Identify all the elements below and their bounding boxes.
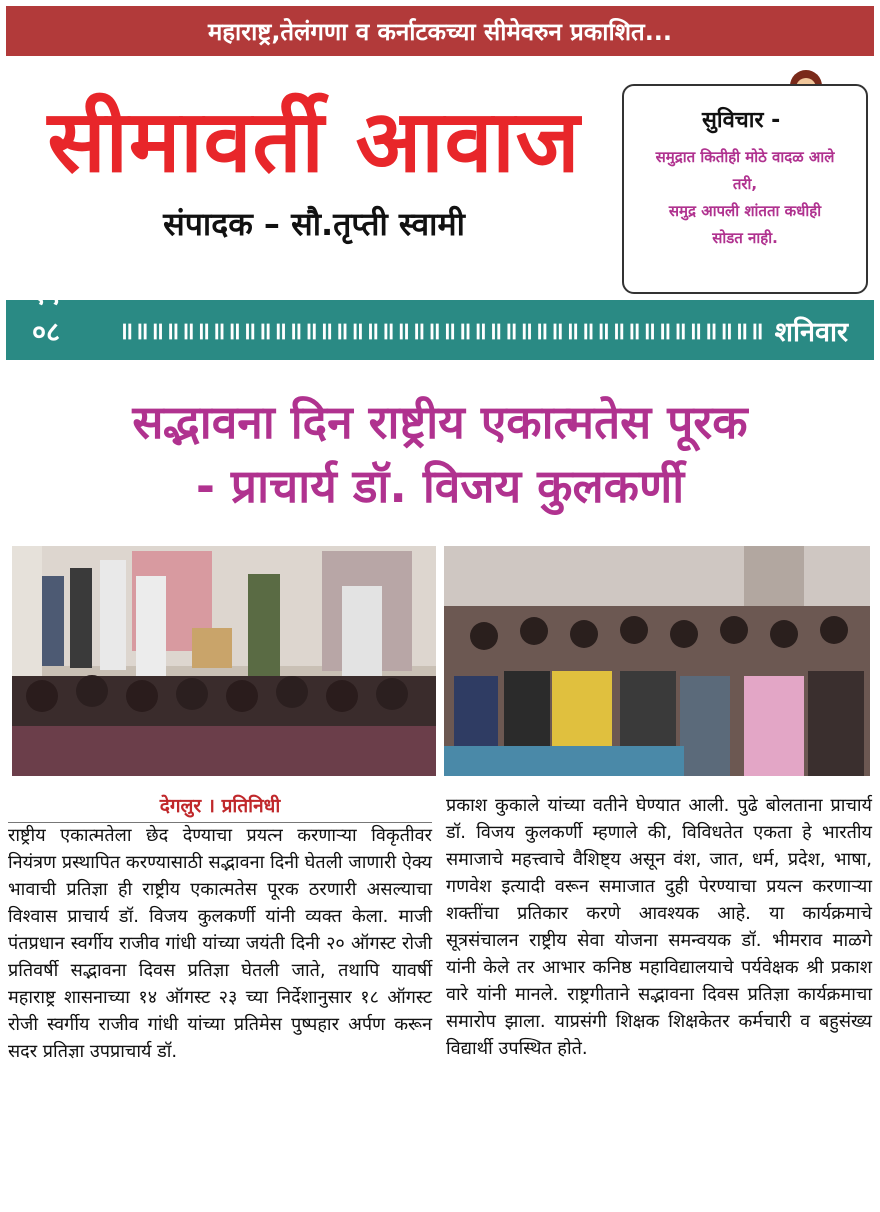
top-banner — [6, 6, 874, 56]
thought-line: सोडत नाही. — [712, 229, 778, 247]
masthead — [24, 92, 604, 245]
headline-line: - प्राचार्य डॉ. विजय कुलकर्णी — [195, 459, 685, 513]
thought-of-the-day-box — [622, 84, 868, 294]
headline — [10, 390, 870, 518]
newspaper-title: सीमावर्ती आवाज — [47, 92, 581, 192]
thought-line: समुद्रात कितीही मोठे वादळ आले — [655, 148, 835, 166]
thought-title: सुविचार - — [702, 108, 781, 133]
thought-line: तरी, — [732, 175, 758, 193]
issue-date: १९ - ०८ -२०२३ — [32, 279, 100, 385]
date-bar — [6, 279, 874, 385]
headline-line: सद्भावना दिन राष्ट्रीय एकात्मतेस पूरक — [132, 395, 748, 449]
article-column-left: राष्ट्रीय एकात्मतेला छेद देण्याचा प्रयत्न करणाऱ्या विकृतीवर नियंत्रण प्रस्थापित करण्यासाठी सद्भावना दिनी घेतली जाणारी ऐक्य भावाची प्रतिज्ञा ही राष्ट्रीय एकात्मतेस पूरक ठरणारी असल्याचा विश्वास प्राचार्य डॉ. विजय कुलकर्णी यांनी व्यक्त केला. माजी पंतप्रधान स्वर्गीय राजीव गांधी यांच्या जयंती दिनी २० ऑगस्ट रोजी प्रतिवर्षी सद्भावना दिवस प्रतिज्ञा घेतली जाते, तथापि यावर्षी महाराष्ट्र शासनाच्या १४ ऑगस्ट २३ च्या निर्देशानुसार १८ ऑगस्ट रोजी स्वर्गीय राजीव गांधी यांच्या प्रतिमेस पुष्पहार अर्पण करून सदर प्रतिज्ञा उपप्राचार्य डॉ. — [8, 825, 432, 1062]
date-bar-pattern: ॥॥॥॥॥॥॥॥॥॥॥॥॥॥॥॥॥॥॥॥॥॥॥॥॥॥॥॥॥॥॥॥॥॥॥॥॥॥॥॥॥॥ — [118, 316, 765, 345]
thought-line: समुद्र आपली शांतता कधीही — [668, 202, 822, 220]
top-banner-text: महाराष्ट्र,तेलंगणा व कर्नाटकच्या सीमेवरुन प्रकाशित... — [207, 17, 673, 46]
editor-line: संपादक – सौ.तृप्ती स्वामी — [163, 205, 465, 243]
byline: देगलुर । प्रतिनिधी — [8, 792, 432, 823]
thought-text — [634, 144, 856, 252]
issue-day: शनिवार — [774, 316, 848, 348]
event-photo-teachers — [12, 546, 436, 776]
event-photo-students — [444, 546, 870, 776]
article-column-right: प्रकाश कुकाले यांच्या वतीने घेण्यात आली. पुढे बोलताना प्राचार्य डॉ. विजय कुलकर्णी म्हणाले की, विविधतेत एकता हे भारतीय समाजाचे महत्त्वाचे वैशिष्ट्य असून वंश, जात, धर्म, प्रदेश, भाषा, गणवेश इत्यादी वरून समाजात दुही पेरण्याचा प्रयत्न करणाऱ्या शक्तींचा प्रतिकार करणे आवश्यक आहे. या कार्यक्रमाचे सूत्रसंचालन राष्ट्रीय सेवा योजना समन्वयक डॉ. भीमराव माळगे यांनी केले तर आभार कनिष्ठ महाविद्यालयाचे पर्यवेक्षक श्री प्रकाश वारे यांनी मानले. राष्ट्रगीताने सद्भावना दिवस प्रतिज्ञा कार्यक्रमाचा समारोप झाला. याप्रसंगी शिक्षक शिक्षकेतर कर्मचारी व बहुसंख्य विद्यार्थी उपस्थित होते. — [446, 795, 872, 1059]
